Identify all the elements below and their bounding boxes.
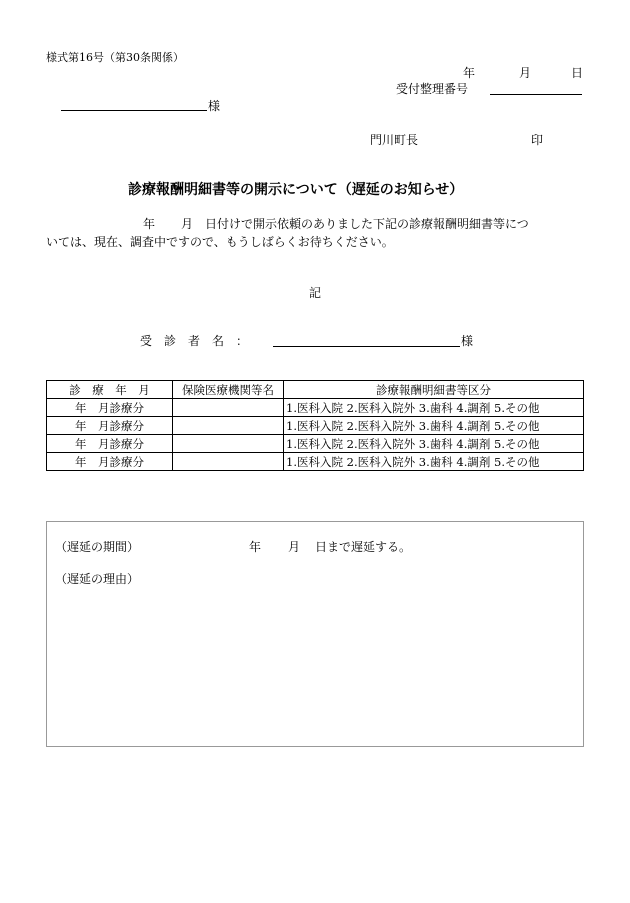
- body-year: 年: [143, 217, 156, 231]
- delay-period-label: （遅延の期間）: [55, 540, 140, 554]
- row-institution[interactable]: [173, 435, 284, 453]
- row-category: 1.医科入院 2.医科入院外 3.歯科 4.調剤 5.その他: [284, 417, 584, 435]
- row-period: 年 月診療分: [47, 417, 173, 435]
- issuer-title: 門川町長: [370, 133, 419, 147]
- header-institution: 保険医療機関等名: [173, 381, 284, 399]
- claims-table: [46, 380, 584, 471]
- delay-period-text: 日まで遅延する。: [315, 540, 412, 554]
- table-row: [47, 417, 584, 435]
- date-year-label: 年: [463, 66, 476, 80]
- body-line2: いては、現在、調査中ですので、もうしばらくお待ちください。: [46, 235, 394, 249]
- table-row: [47, 399, 584, 417]
- row-period: 年 月診療分: [47, 435, 173, 453]
- ki-label: 記: [309, 286, 322, 300]
- patient-name-field[interactable]: [273, 346, 460, 347]
- delay-period-month: 月: [288, 540, 301, 554]
- row-period: 年 月診療分: [47, 453, 173, 471]
- table-header-row: [47, 381, 584, 399]
- seal-mark: 印: [531, 133, 544, 147]
- body-month: 月: [181, 217, 194, 231]
- patient-honorific: 様: [461, 334, 474, 348]
- delay-period-year: 年: [249, 540, 262, 554]
- row-institution[interactable]: [173, 417, 284, 435]
- row-period: 年 月診療分: [47, 399, 173, 417]
- date-day-label: 日: [571, 66, 584, 80]
- receipt-number-label: 受付整理番号: [396, 82, 469, 96]
- table-row: [47, 435, 584, 453]
- row-institution[interactable]: [173, 453, 284, 471]
- row-category: 1.医科入院 2.医科入院外 3.歯科 4.調剤 5.その他: [284, 435, 584, 453]
- addressee-name-field[interactable]: [61, 110, 207, 111]
- body-line1: 日付けで開示依頼のありました下記の診療報酬明細書等につ: [205, 217, 529, 231]
- row-category: 1.医科入院 2.医科入院外 3.歯科 4.調剤 5.その他: [284, 399, 584, 417]
- row-category: 1.医科入院 2.医科入院外 3.歯科 4.調剤 5.その他: [284, 453, 584, 471]
- header-category: 診療報酬明細書等区分: [284, 381, 584, 399]
- receipt-number-field[interactable]: [490, 94, 582, 95]
- row-institution[interactable]: [173, 399, 284, 417]
- addressee-honorific: 様: [208, 99, 221, 113]
- form-number: 様式第16号（第30条関係）: [46, 51, 184, 64]
- patient-name-label: 受 診 者 名 ：: [140, 334, 249, 348]
- date-month-label: 月: [519, 66, 532, 80]
- document-title: 診療報酬明細書等の開示について（遅延のお知らせ）: [128, 182, 464, 198]
- header-period: 診 療 年 月: [47, 381, 173, 399]
- table-row: [47, 453, 584, 471]
- delay-reason-label: （遅延の理由）: [55, 572, 140, 586]
